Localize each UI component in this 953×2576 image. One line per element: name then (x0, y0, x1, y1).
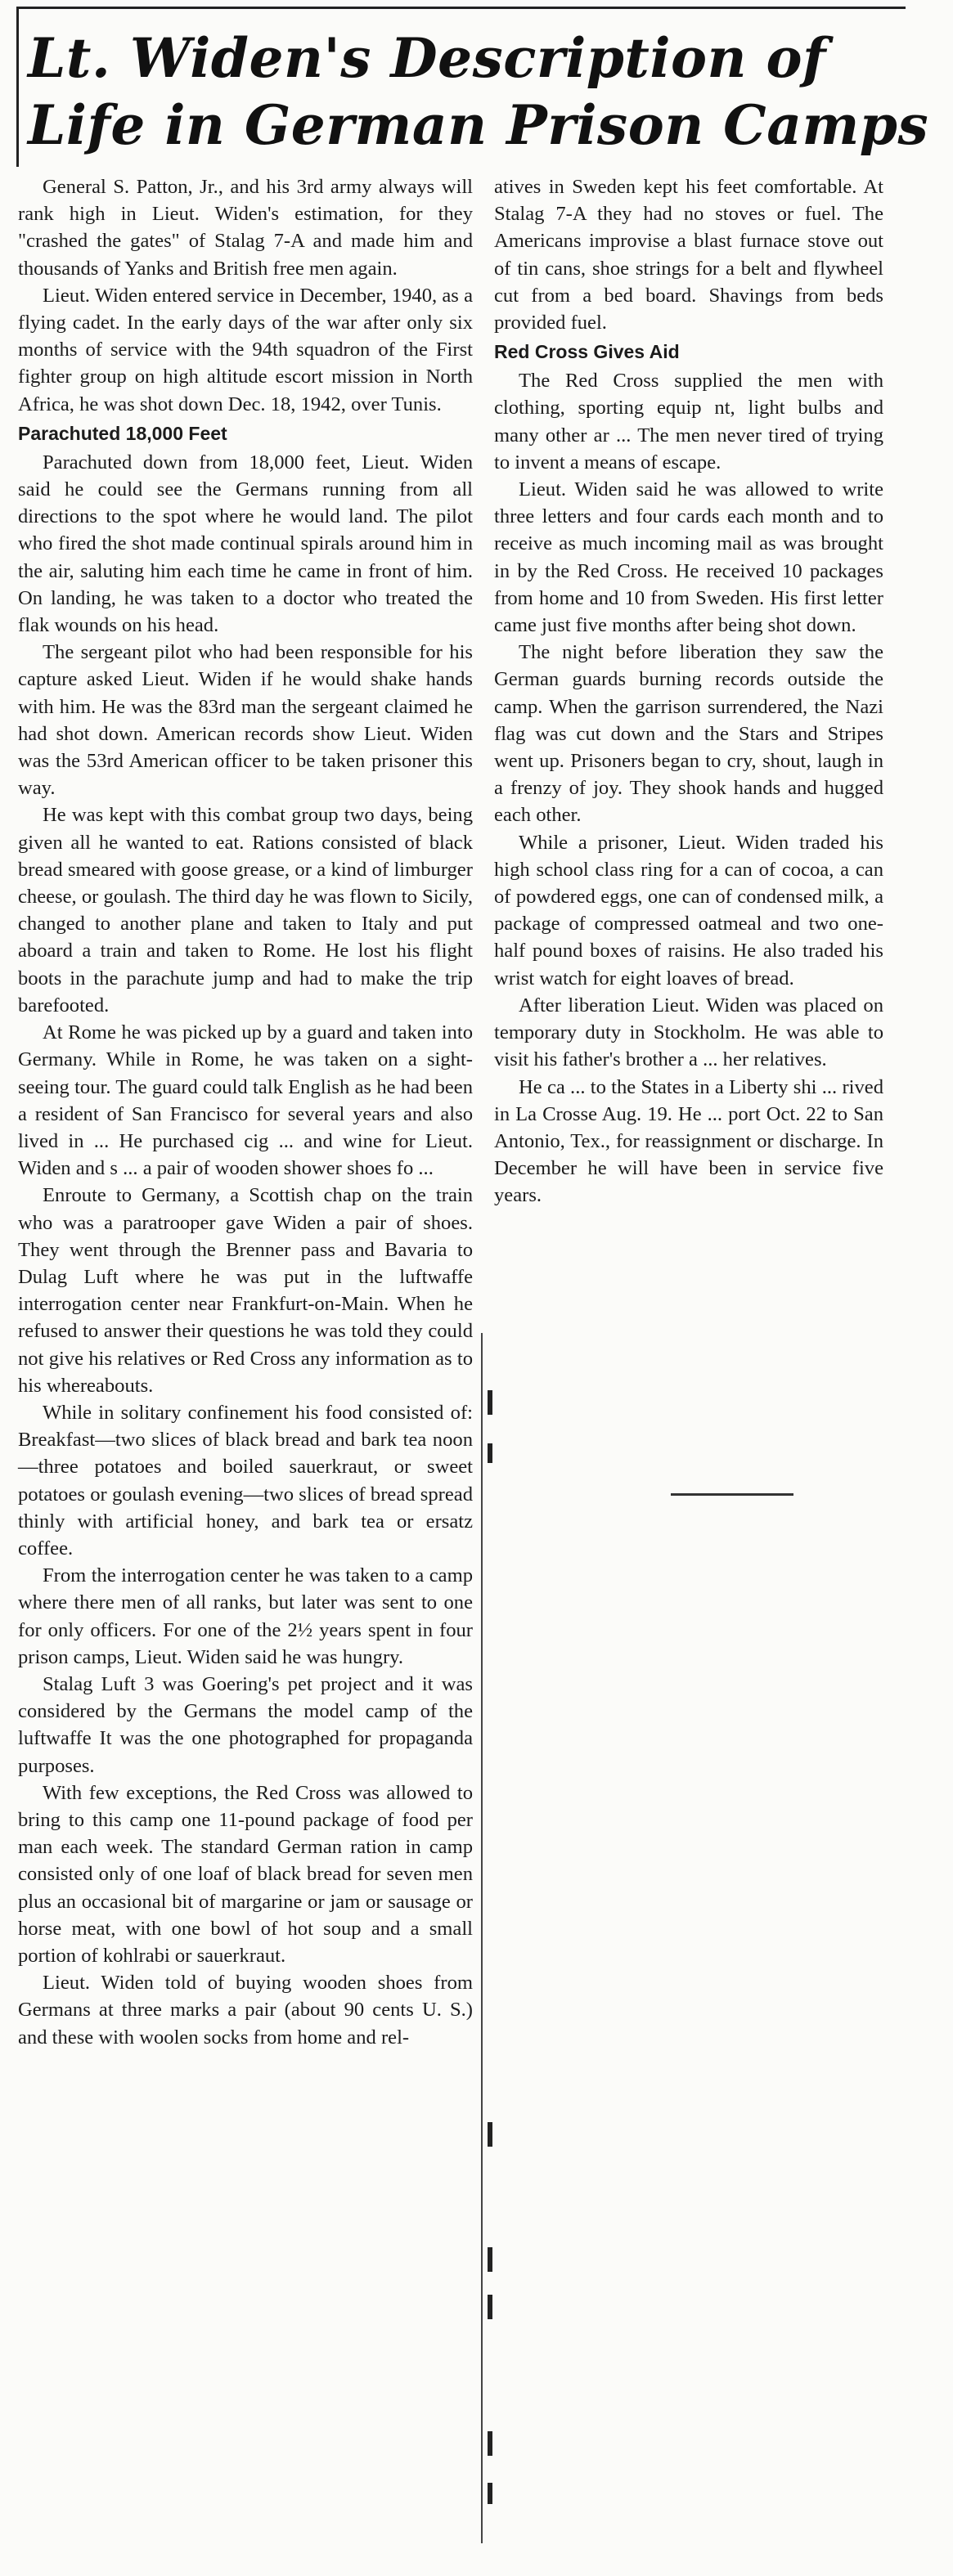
margin-mark (488, 2483, 492, 2504)
margin-mark (488, 1443, 492, 1463)
article-paragraph: After liberation Lieut. Widen was placed on temporary duty in Stockholm. He was able to visit his father's brother a ... her relatives. (494, 994, 883, 1071)
article-paragraph: Lieut. Widen told of buying wooden shoes from Germans at three marks a pair (about 90 cents U. S.) and these with woolen socks from home and rel- (18, 1972, 473, 2049)
article-paragraph: The sergeant pilot who had been responsible for his capture asked Lieut. Widen if he would shake hands with him. He was the 83rd man the sergeant claimed he had shot down. American records show Lieut. Widen was the 53rd American officer to be taken prisoner this way. (18, 641, 473, 800)
margin-mark (488, 2247, 492, 2272)
left-column (18, 173, 473, 2051)
top-border-rule (18, 7, 906, 9)
article-paragraph: Lieut. Widen said he was allowed to write three letters and four cards each month and to receive as much incoming mail as was brought in by the Red Cross. He received 10 packages from home and 10 from Sweden. His first letter came just five months after being shot down. (494, 478, 883, 637)
article-paragraph: With few exceptions, the Red Cross was allowed to bring to this camp one 11-pound package of food per man each week. The standard German ration in camp consisted only of one loaf of black bread for seven men plus an occasional bit of margarine or jam or sausage or horse meat, with one bowl of hot soup and a small portion of kohlrabi or sauerkraut. (18, 1781, 473, 1967)
subheading: Parachuted 18,000 Feet (18, 422, 227, 444)
margin-mark (488, 2431, 492, 2456)
margin-mark (488, 2295, 492, 2319)
headline-line-2: Life in German Prison Camps (28, 93, 929, 157)
article-paragraph: While a prisoner, Lieut. Widen traded his high school class ring for a can of cocoa, a can of powdered eggs, one can of condensed milk, a package of compressed oatmeal and two one-half pound boxes of raisins. He also traded his wrist watch for eight loaves of bread. (494, 831, 883, 990)
right-column (494, 173, 883, 1209)
headline (28, 25, 929, 159)
article-paragraph: Parachuted down from 18,000 feet, Lieut. Widen said he could see the Germans running from all directions to the spot where he would land. The pilot who fired the shot made continual spirals around him in the air, saluting him each time he came in front of him. On landing, he was taken to a doctor who treated the flak wounds on his head. (18, 451, 473, 637)
article-paragraph: atives in Sweden kept his feet comfortable. At Stalag 7-A they had no stoves or fuel. The Americans improvise a blast furnace stove out of tin cans, shoe strings for a belt and flywheel cut from a bed board. Shavings from beds provided fuel. (494, 176, 883, 334)
article-paragraph: He ca ... to the States in a Liberty shi ... rived in La Crosse Aug. 19. He ... port Oct. 22 to San Antonio, Tex., for reassignment or discharge. In December he will have been in service five years. (494, 1075, 883, 1207)
margin-mark (488, 2122, 492, 2147)
article-paragraph: He was kept with this combat group two days, being given all he wanted to eat. Rations consisted of black bread smeared with goose grease, or a kind of limburger cheese, or goulash. The third day he was flown to Sicily, changed to another plane and taken to Italy and put aboard a train and taken to Rome. He lost his flight boots in the parachute jump and had to make the trip barefooted. (18, 804, 473, 1016)
margin-mark (488, 1390, 492, 1415)
article-paragraph: General S. Patton, Jr., and his 3rd army always will rank high in Lieut. Widen's estimation, for they "crashed the gates" of Stalag 7-A and made him and thousands of Yanks and British free men again. (18, 176, 473, 280)
article-paragraph: Enroute to Germany, a Scottish chap on the train who was a paratrooper gave Widen a pair of shoes. They went through the Brenner pass and Bavaria to Dulag Luft where he was put in the luftwaffe interrogation center near Frankfurt-on-Main. When he refused to answer their questions he was told they could not give his relatives or Red Cross any information as to his whereabouts. (18, 1184, 473, 1397)
article-paragraph: From the interrogation center he was taken to a camp where there men of all ranks, but later was sent to one for only officers. For one of the 2½ years spent in four prison camps, Lieut. Widen said he was hungry. (18, 1564, 473, 1668)
end-of-article-rule (671, 1493, 793, 1496)
left-border-rule (16, 7, 19, 167)
article-paragraph: The night before liberation they saw the German guards burning records outside the camp. When the garrison surrendered, the Nazi flag was cut down and the Stars and Stripes went up. Prisoners began to cry, shout, laugh in a frenzy of joy. They shook hands and hugged each other. (494, 641, 883, 827)
article-paragraph: While in solitary confinement his food consisted of: Breakfast—two slices of black bread and bark tea noon—three potatoes and boiled sauerkraut, or sweet potatoes or goulash evening—two slices of bread spread thinly with artificial honey, and bark tea or ersatz coffee. (18, 1401, 473, 1560)
article-paragraph: At Rome he was picked up by a guard and taken into Germany. While in Rome, he was taken on a sight-seeing tour. The guard could talk English as he had been a resident of San Francisco for several years and also lived in ... He purchased cig ... and wine for Lieut. Widen and s ... a pair of wooden shower shoes fo ... (18, 1021, 473, 1180)
article-paragraph: Lieut. Widen entered service in December, 1940, as a flying cadet. In the early days of the war after only six months of service with the 94th squadron of the First fighter group on high altitude escort mission in North Africa, he was shot down Dec. 18, 1942, over Tunis. (18, 284, 473, 415)
headline-line-1: Lt. Widen's Description of (28, 26, 826, 90)
article-paragraph: Stalag Luft 3 was Goering's pet project and it was considered by the Germans the model camp of the luftwaffe It was the one photographed for propaganda purposes. (18, 1672, 473, 1777)
column-divider (481, 1333, 483, 2543)
article-paragraph: The Red Cross supplied the men with clothing, sporting equip nt, light bulbs and many other ar ... The men never tired of trying to invent a means of escape. (494, 370, 883, 473)
subheading: Red Cross Gives Aid (494, 341, 680, 363)
